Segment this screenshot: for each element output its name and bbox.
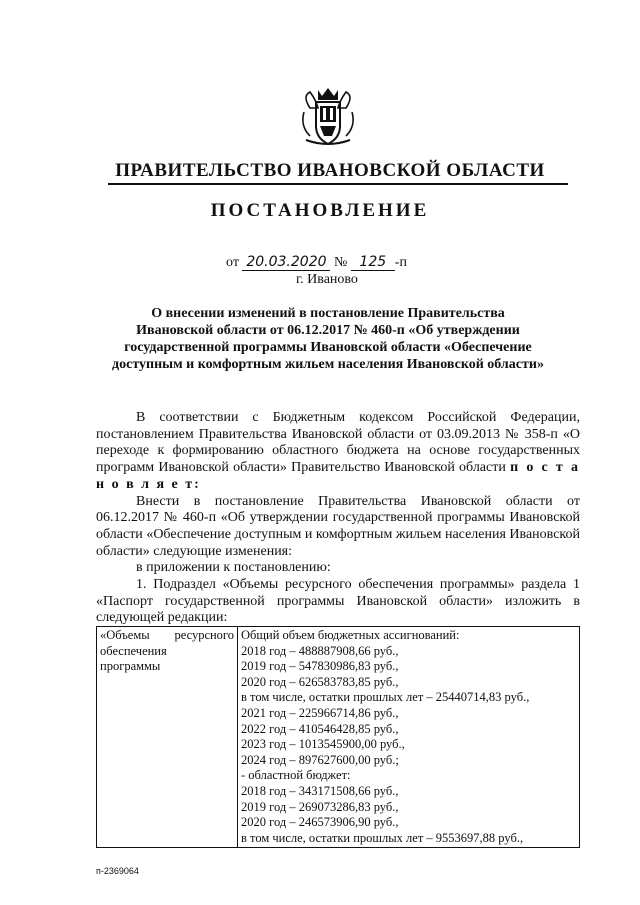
table-line: 2020 год – 246573906,90 руб., [241, 815, 399, 830]
paragraph-basis: В соответствии с Бюджетным кодексом Российской Федерации, постановлением Правительства Ивановской области от 03.09.2013 № 358-п «О переходе к формированию областного бюджета на основе государственных программ Ивановской области» Правительство Ивановской области п о с т а н о в л я е т: [96, 410, 580, 492]
paragraph-appendix: в приложении к постановлению: [136, 560, 331, 576]
table-values-cell [238, 627, 580, 848]
table-line: 2020 год – 626583783,85 руб., [241, 674, 399, 689]
subject-line: государственной программы Ивановской области «Обеспечение [124, 340, 532, 355]
table-line: 2018 год – 343171508,66 руб., [241, 783, 399, 798]
document-code: п-2369064 [96, 866, 139, 876]
date-number-line [226, 254, 407, 271]
paragraph-amend: Внести в постановление Правительства Ивановской области от 06.12.2017 № 460-п «Об утверждении государственной программы Ивановской области «Обеспечение доступным и комфортным жильем населения Ивановской области» следующие изменения: [96, 493, 580, 559]
table-line: 2024 год – 897627600,00 руб.; [241, 752, 399, 767]
table-label-cell: «Объемы ресурсного обеспечения программы [97, 627, 238, 848]
table-line: - областной бюджет: [241, 768, 351, 783]
number-label: № [333, 255, 348, 270]
table-line: 2019 год – 547830986,83 руб., [241, 659, 399, 674]
paragraph-item-1: 1. Подраздел «Объемы ресурсного обеспечения программы» раздела 1 «Паспорт государственной программы Ивановской области» изложить в следующей редакции: [96, 577, 580, 626]
subject-line: Ивановской области от 06.12.2017 № 460-п «Об утверждении [136, 323, 520, 338]
table-line: 2023 год – 1013545900,00 руб., [241, 737, 405, 752]
table-line: 2022 год – 410546428,85 руб., [241, 721, 399, 736]
table-line: 2018 год – 488887908,66 руб., [241, 643, 399, 658]
table-line: 2021 год – 225966714,86 руб., [241, 705, 399, 720]
title-underline [108, 183, 568, 185]
decree-subject [96, 305, 560, 373]
decree-body [96, 410, 580, 627]
table-line: в том числе, остатки прошлых лет – 9553697,88 руб., [241, 830, 524, 845]
document-type: ПОСТАНОВЛЕНИЕ [210, 200, 430, 221]
table-row [97, 627, 580, 848]
table-line: в том числе, остатки прошлых лет – 25440714,83 руб., [241, 690, 530, 705]
table-line: Общий объем бюджетных ассигнований: [241, 628, 460, 642]
government-title: ПРАВИТЕЛЬСТВО ИВАНОВСКОЙ ОБЛАСТИ [115, 160, 545, 181]
decree-date: 20.03.2020 [242, 254, 330, 271]
resource-table [96, 626, 580, 848]
table-line: 2019 год – 269073286,83 руб., [241, 799, 399, 814]
coat-of-arms-icon [296, 86, 360, 148]
from-label: от [226, 255, 239, 270]
subject-line: доступным и комфортным жильем населения Ивановской области» [112, 357, 544, 372]
number-suffix: -п [394, 255, 407, 270]
subject-line: О внесении изменений в постановление Правительства [151, 306, 505, 321]
city: г. Иваново [296, 272, 358, 287]
decree-word: п о с т а н о в л я е т: [96, 460, 580, 492]
decree-number: 125 [351, 254, 395, 271]
